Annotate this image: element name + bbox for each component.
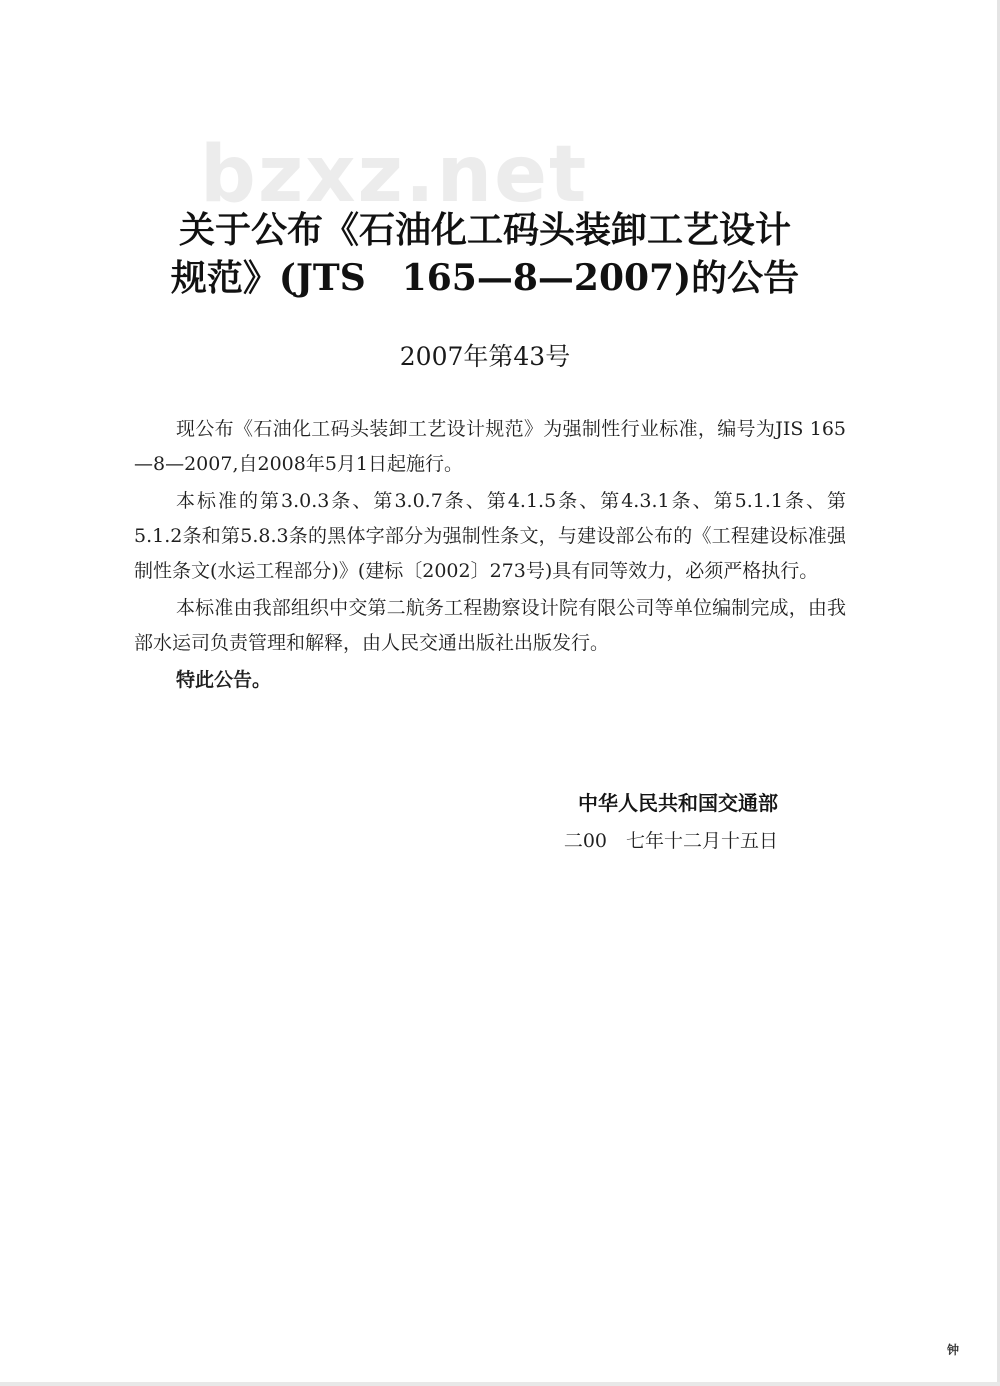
- page-mark: 钟: [946, 1343, 959, 1357]
- issuing-authority: 中华人民共和国交通部: [578, 791, 778, 815]
- issue-date: 二00 七年十二月十五日: [563, 830, 778, 852]
- closing-statement: 特此公告。: [176, 669, 272, 691]
- title-line-1: 关于公布《石油化工码头装卸工艺设计: [178, 209, 791, 251]
- watermark: bzxz.net: [200, 130, 589, 220]
- announcement-title: [120, 206, 850, 302]
- paragraph-mandatory-clauses: 本标准的第3.0.3条、第3.0.7条、第4.1.5条、第4.3.1条、第5.1.1条、第5.1.2条和第5.8.3条的黑体字部分为强制性条文，与建设部公布的《工程建设标准强制性条文(水运工程部分)》(建标〔2002〕273号)具有同等效力，必须严格执行。: [134, 490, 846, 582]
- paragraph-compilation: 本标准由我部组织中交第二航务工程勘察设计院有限公司等单位编制完成，由我部水运司负责管理和解释，由人民交通出版社出版发行。: [134, 597, 846, 654]
- document-number: 2007年第43号: [399, 342, 571, 371]
- announcement-body: [134, 412, 846, 698]
- page-edge-bottom: [0, 1382, 1000, 1386]
- paragraph-publication: 现公布《石油化工码头装卸工艺设计规范》为强制性行业标准，编号为JIS 165—8—2007,自2008年5月1日起施行。: [134, 418, 846, 475]
- title-line-2: 规范》(JTS 165—8—2007)的公告: [170, 257, 800, 299]
